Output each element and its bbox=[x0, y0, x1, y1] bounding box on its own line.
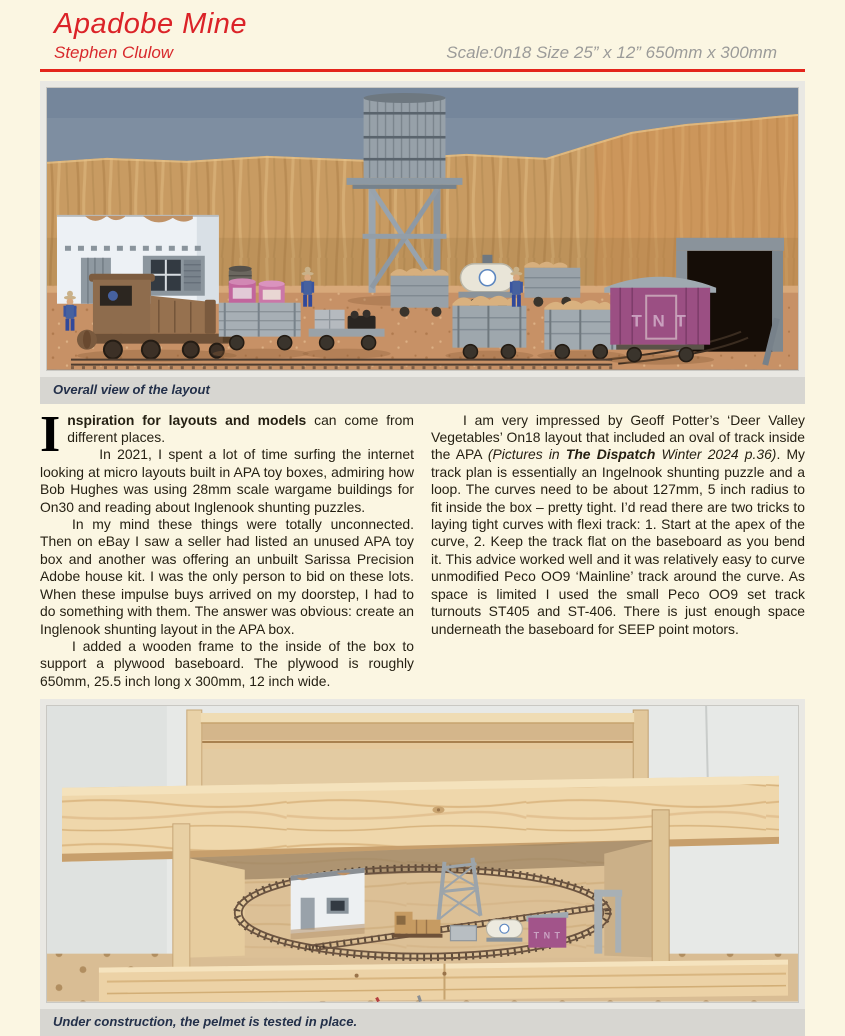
text-segment: The Dispatch bbox=[565, 446, 656, 463]
article-paragraph bbox=[40, 516, 414, 638]
figure-under-construction bbox=[40, 699, 805, 1036]
text-segment: (Pictures in bbox=[487, 446, 566, 463]
article-paragraph bbox=[40, 446, 414, 516]
drop-cap: I bbox=[40, 405, 61, 463]
article-paragraph bbox=[40, 405, 414, 463]
text-segment: I added a wooden frame to the inside of the box to support a plywood baseboard. The plywood is roughly 650mm, 25.5 inch long x 300mm, 12 inch wide. bbox=[40, 637, 414, 689]
figure-overall-view bbox=[40, 81, 805, 404]
scale-size-spec: Scale:0n18 Size 25” x 12” 650mm x 300mm bbox=[446, 43, 777, 62]
text-segment: Winter 2024 p.36) bbox=[655, 446, 777, 463]
article-body bbox=[40, 405, 805, 691]
byline-row bbox=[54, 43, 791, 63]
text-segment: In my mind these things were totally unconnected. Then on eBay I saw a seller had listed an unused APA toy box and another was offering an unbuilt Sarissa Precision Adobe house kit. I was the only person to bid on these lots. When these impulse buys arrived on my doorstep, I had to do something with them. The answer was obvious: create an Inglenook shunting layout in the APA box. bbox=[40, 516, 414, 637]
figure1-caption: Overall view of the layout bbox=[40, 377, 805, 404]
author-name: Stephen Clulow bbox=[54, 43, 174, 62]
article-column-right bbox=[431, 412, 805, 691]
adobe-house-model bbox=[291, 868, 365, 940]
text-segment: In 2021, I spent a lot of time surfing the internet looking at micro layouts built in APA toy boxes, admiring how Bob Hughes was using 28mm scale wargame buildings for On30 and reading about Inglenook shunting puzzles. bbox=[40, 446, 414, 515]
text-segment: I am very impressed by Geoff Potter’s ‘Deer Valley Vegetables’ On18 layout that included an oval of track inside the APA bbox=[431, 411, 805, 463]
article-header bbox=[40, 0, 805, 72]
article-column-left bbox=[40, 405, 414, 691]
tnt-van-model bbox=[526, 912, 568, 948]
box-interior bbox=[187, 840, 658, 959]
tank-wagon-model bbox=[486, 920, 522, 942]
text-segment: can come from different places. bbox=[67, 411, 414, 446]
construction-photo bbox=[46, 705, 799, 1003]
layout-photo bbox=[46, 87, 799, 371]
red-divider bbox=[40, 69, 805, 72]
text-segment: nspiration for layouts and models bbox=[67, 411, 307, 428]
gray-wagon-model bbox=[450, 926, 476, 941]
text-segment: . My track plan is essentially an Ingelnook shunting puzzle and a loop. The curves need to be about 127mm, 5 inch radius to fit inside the box – pretty tight. I’d read there are two tricks to laying tight curves with flexi track: 1. Start at the apex of the curve, 2. Keep the track flat on the baseboard as you bend it. This advice worked well and it was relatively easy to curve unmodified Peco OO9 ‘Mainline’ track around the curve. As space is limited I used the small Peco OO9 set track turnouts ST405 and ST-406. There is just enough space underneath the baseboard for SEEP point motors. bbox=[431, 446, 805, 637]
article-paragraph bbox=[40, 638, 414, 690]
page-title: Apadobe Mine bbox=[54, 8, 248, 40]
magazine-page bbox=[40, 0, 805, 1036]
article-paragraph bbox=[431, 412, 805, 638]
tnt-lettering-small: T N T bbox=[533, 930, 562, 941]
tnt-lettering: T N T bbox=[631, 311, 689, 331]
figure2-caption: Under construction, the pelmet is tested in place. bbox=[40, 1009, 805, 1036]
